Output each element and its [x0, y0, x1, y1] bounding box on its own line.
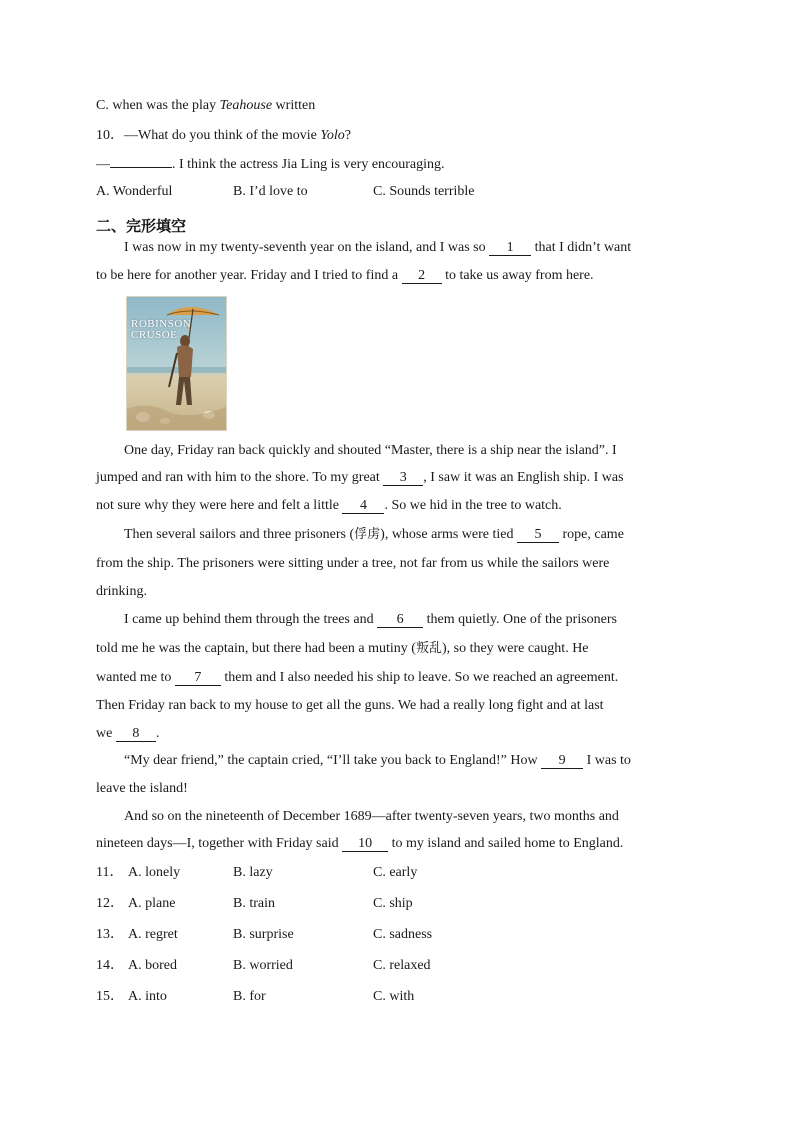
- blank-2[interactable]: 2: [402, 268, 442, 284]
- passage-line: nineteen days—I, together with Friday said 10 to my island and sailed home to England.: [96, 836, 624, 851]
- question-number: 15．: [96, 989, 124, 1004]
- q10-question: 10．—What do you think of the movie Yolo?: [96, 128, 351, 143]
- cover-title: ROBINSON CRUSOE: [131, 318, 192, 341]
- option-b[interactable]: B. train: [233, 896, 275, 911]
- q10-option-c[interactable]: C. Sounds terrible: [373, 184, 475, 199]
- option-c[interactable]: C. with: [373, 989, 415, 1004]
- passage-line: drinking.: [96, 584, 147, 599]
- option-b[interactable]: B. for: [233, 989, 266, 1004]
- question-number: 13．: [96, 927, 124, 942]
- question-number: 12．: [96, 896, 124, 911]
- option-a[interactable]: A. into: [128, 989, 167, 1004]
- blank-4[interactable]: 4: [342, 498, 384, 514]
- question-row: [96, 926, 698, 944]
- passage-line: Then several sailors and three prisoners (俘虏), whose arms were tied 5 rope, came: [124, 527, 624, 542]
- passage-line: And so on the nineteenth of December 1689—after twenty-seven years, two months and: [124, 809, 619, 824]
- option-a[interactable]: A. plane: [128, 896, 176, 911]
- passage-line: jumped and ran with him to the shore. To my great 3 , I saw it was an English ship. I was: [96, 470, 624, 485]
- cover-illustration: [127, 297, 226, 430]
- q10-option-a[interactable]: A. Wonderful: [96, 184, 173, 199]
- passage-line: I was now in my twenty-seventh year on the island, and I was so 1 that I didn’t want: [124, 240, 632, 255]
- q10-blank[interactable]: [110, 167, 172, 168]
- option-a[interactable]: A. bored: [128, 958, 177, 973]
- passage-line: to be here for another year. Friday and I tried to find a 2 to take us away from here.: [96, 268, 594, 283]
- blank-3[interactable]: 3: [383, 470, 423, 486]
- question-row: [96, 988, 698, 1006]
- passage-line: we 8 .: [96, 726, 160, 741]
- blank-1[interactable]: 1: [489, 240, 531, 256]
- q10-answer-line: — . I think the actress Jia Ling is very encouraging.: [96, 157, 445, 172]
- option-a[interactable]: A. regret: [128, 927, 178, 942]
- q10-option-b[interactable]: B. I’d love to: [233, 184, 308, 199]
- question-row: [96, 895, 698, 913]
- question-number: 14．: [96, 958, 124, 973]
- option-b[interactable]: B. surprise: [233, 927, 294, 942]
- option-c[interactable]: C. relaxed: [373, 958, 431, 973]
- blank-5[interactable]: 5: [517, 527, 559, 543]
- robinson-crusoe-cover-image: [126, 296, 227, 431]
- passage-line: “My dear friend,” the captain cried, “I’ll take you back to England!” How 9 I was to: [124, 753, 631, 768]
- passage-line: One day, Friday ran back quickly and shouted “Master, there is a ship near the island”. I: [124, 443, 617, 458]
- blank-7[interactable]: 7: [175, 670, 221, 686]
- blank-10[interactable]: 10: [342, 836, 388, 852]
- option-c[interactable]: C. ship: [373, 896, 413, 911]
- q10-options: [96, 183, 698, 201]
- option-b[interactable]: B. lazy: [233, 865, 273, 880]
- option-a[interactable]: A. lonely: [128, 865, 181, 880]
- blank-6[interactable]: 6: [377, 612, 423, 628]
- option-b[interactable]: B. worried: [233, 958, 293, 973]
- q9-option-c: C. when was the play Teahouse written: [96, 98, 316, 113]
- blank-9[interactable]: 9: [541, 753, 583, 769]
- passage-line: I came up behind them through the trees and 6 them quietly. One of the prisoners: [124, 612, 617, 627]
- question-row: [96, 957, 698, 975]
- blank-8[interactable]: 8: [116, 726, 156, 742]
- passage-line: not sure why they were here and felt a little 4 . So we hid in the tree to watch.: [96, 498, 562, 513]
- passage-line: told me he was the captain, but there had been a mutiny (叛乱), so they were caught. He: [96, 641, 589, 656]
- passage-line: wanted me to 7 them and I also needed his ship to leave. So we reached an agreement.: [96, 670, 619, 685]
- question-number: 11．: [96, 865, 124, 880]
- question-row: [96, 864, 698, 882]
- passage-line: from the ship. The prisoners were sitting under a tree, not far from us while the sailors were: [96, 556, 610, 571]
- passage-line: leave the island!: [96, 781, 188, 796]
- passage-line: Then Friday ran back to my house to get all the guns. We had a really long fight and at last: [96, 698, 604, 713]
- option-c[interactable]: C. sadness: [373, 927, 433, 942]
- section-title: 二、完形填空: [96, 217, 187, 235]
- option-c[interactable]: C. early: [373, 865, 418, 880]
